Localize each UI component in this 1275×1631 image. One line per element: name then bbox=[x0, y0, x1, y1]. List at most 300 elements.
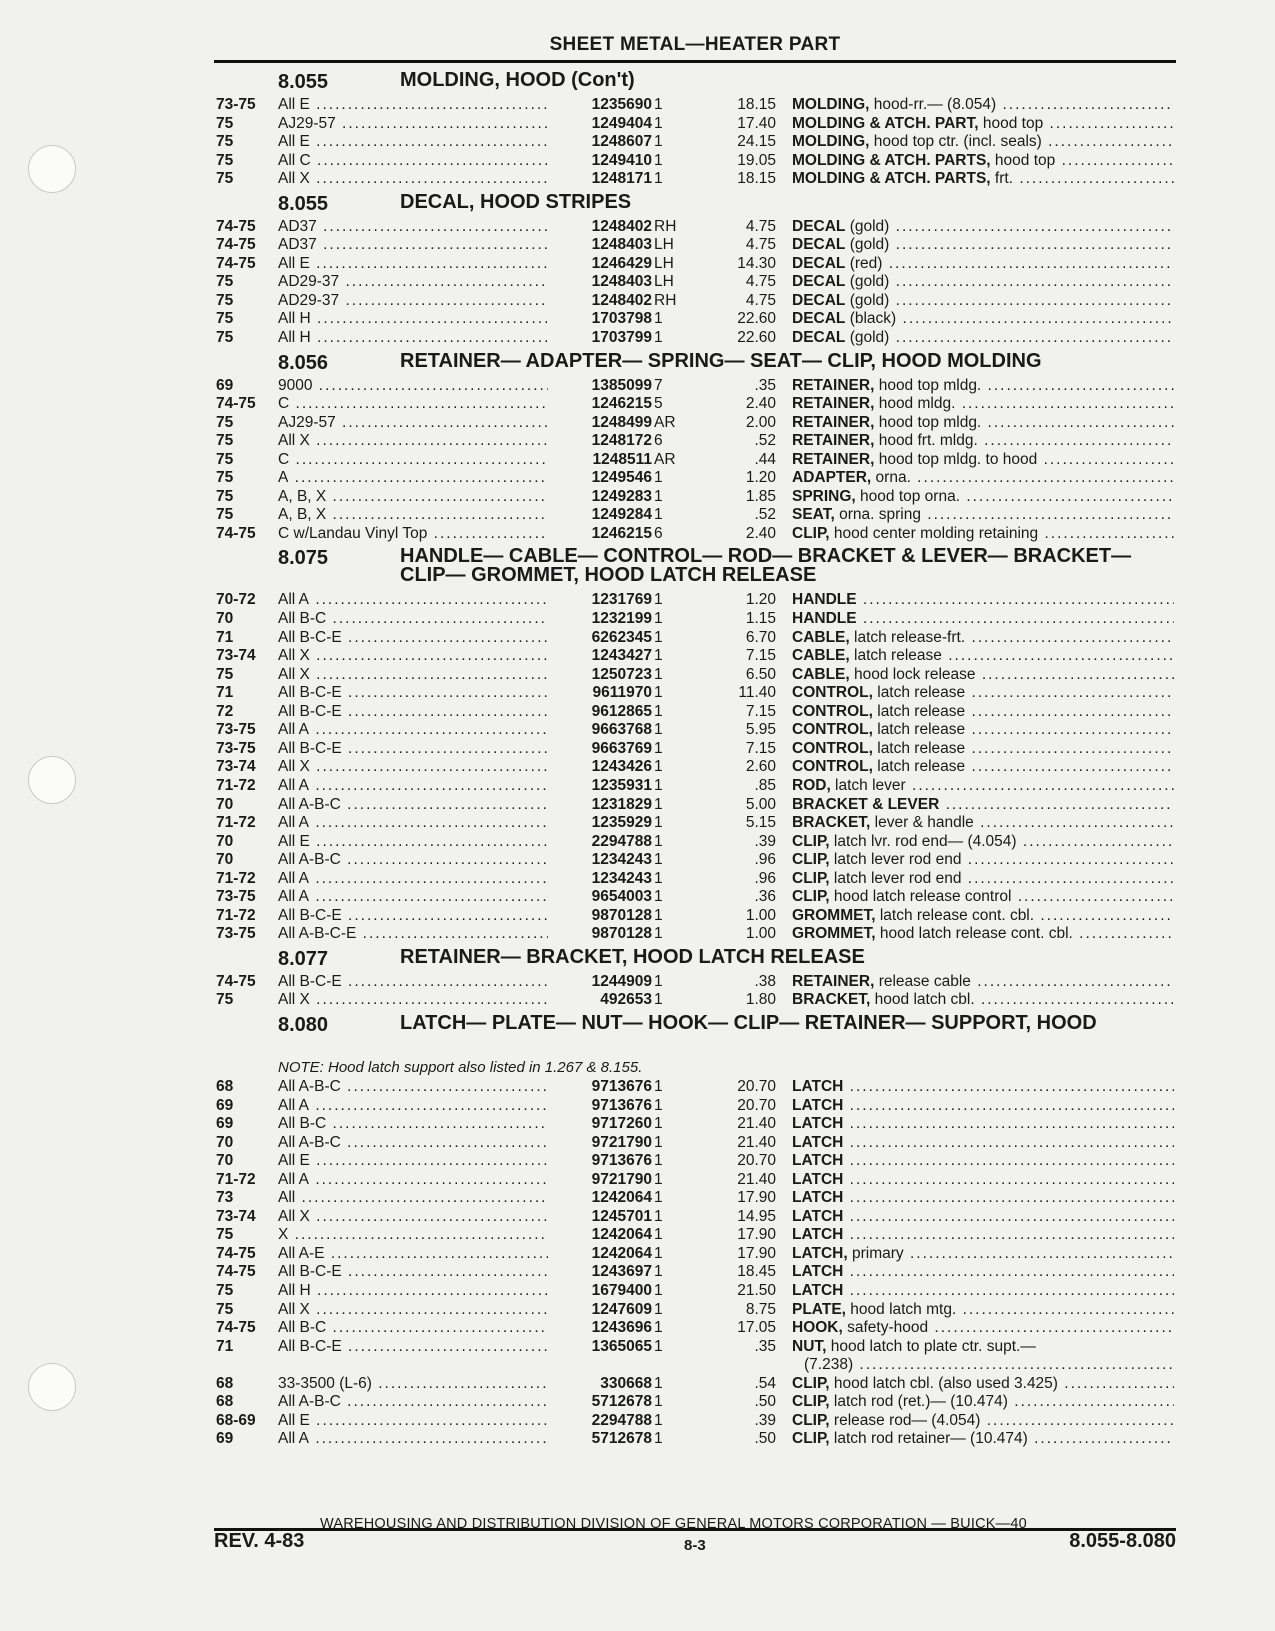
part-row bbox=[214, 1189, 1176, 1208]
model-series: All X ..... bbox=[278, 1208, 560, 1227]
list-price: .52 bbox=[754, 506, 776, 524]
part-name: LATCH bbox=[792, 1133, 844, 1151]
model-year: 73-75 bbox=[216, 96, 256, 113]
part-description bbox=[792, 1208, 1174, 1227]
model-series: C ..... bbox=[278, 451, 560, 470]
quantity: 1 bbox=[654, 972, 663, 990]
list-price: 17.40 bbox=[737, 114, 776, 132]
model-year: 74-75 bbox=[216, 972, 256, 990]
part-name: ROD, bbox=[792, 776, 831, 794]
part-description bbox=[792, 273, 1174, 292]
model-series: A, B, X ..... bbox=[278, 488, 560, 507]
part-name: CLIP, bbox=[792, 524, 830, 542]
model-year: 74-75 bbox=[216, 1263, 256, 1281]
part-description bbox=[792, 1282, 1174, 1301]
model-series: All A-B-C ..... bbox=[278, 1393, 560, 1412]
part-name: CLIP, bbox=[792, 832, 830, 850]
part-row bbox=[214, 115, 1176, 134]
model-year: 75 bbox=[216, 170, 234, 188]
part-row bbox=[214, 991, 1176, 1010]
part-name: MOLDING & ATCH. PARTS, bbox=[792, 170, 991, 188]
part-detail: (gold) bbox=[845, 329, 890, 347]
part-name: RETAINER, bbox=[792, 413, 875, 431]
quantity: 1 bbox=[654, 1319, 663, 1337]
parts-rows bbox=[214, 96, 1176, 189]
part-name: LATCH bbox=[792, 1189, 844, 1207]
part-row bbox=[214, 647, 1176, 666]
section-title: RETAINER— BRACKET, HOOD LATCH RELEASE bbox=[400, 945, 865, 968]
model-series: A ..... bbox=[278, 469, 560, 488]
part-description bbox=[792, 292, 1174, 311]
part-name: MOLDING, bbox=[792, 96, 870, 113]
model-year: 75 bbox=[216, 1300, 234, 1318]
part-description bbox=[792, 255, 1174, 274]
part-number: 1248402 bbox=[548, 218, 652, 237]
model-series: AD29-37 ..... bbox=[278, 292, 560, 311]
quantity: 1 bbox=[654, 96, 663, 113]
model-year: 71 bbox=[216, 684, 234, 702]
header-rule bbox=[214, 60, 1176, 63]
quantity: 1 bbox=[654, 1393, 663, 1411]
model-year: 70 bbox=[216, 832, 234, 850]
part-name: CABLE, bbox=[792, 647, 850, 665]
model-series: All E ..... bbox=[278, 96, 560, 115]
quantity: 1 bbox=[654, 1077, 663, 1095]
model-series: All C ..... bbox=[278, 152, 560, 171]
part-number: 1248403 bbox=[548, 273, 652, 292]
list-price: 2.40 bbox=[745, 524, 776, 542]
part-description bbox=[792, 310, 1174, 329]
section-note bbox=[214, 1058, 1176, 1078]
model-year: 73-75 bbox=[216, 888, 256, 906]
list-price: 20.70 bbox=[737, 1152, 776, 1170]
quantity: RH bbox=[654, 291, 677, 309]
model-series: All B-C-E ..... bbox=[278, 629, 560, 648]
model-year: 75 bbox=[216, 469, 234, 487]
model-series: AD29-37 ..... bbox=[278, 273, 560, 292]
model-year: 70 bbox=[216, 1152, 234, 1170]
quantity: 1 bbox=[654, 329, 663, 347]
list-price: 17.05 bbox=[737, 1319, 776, 1337]
part-description bbox=[792, 1375, 1174, 1394]
model-year: 73-75 bbox=[216, 721, 256, 739]
list-price: 2.60 bbox=[745, 758, 776, 776]
model-series: All A ..... bbox=[278, 870, 560, 889]
part-detail: hood top bbox=[978, 114, 1044, 132]
model-series: AD37 ..... bbox=[278, 218, 560, 237]
model-series: AD37 ..... bbox=[278, 236, 560, 255]
part-detail: latch lever rod end bbox=[829, 851, 962, 869]
section-heading bbox=[214, 543, 1176, 591]
list-price: 14.95 bbox=[737, 1207, 776, 1225]
list-price: .85 bbox=[754, 776, 776, 794]
part-name: DECAL bbox=[792, 254, 846, 272]
model-series: C w/Landau Vinyl Top ..... bbox=[278, 525, 560, 544]
part-description bbox=[792, 907, 1174, 926]
list-price: .36 bbox=[754, 888, 776, 906]
model-series: All E ..... bbox=[278, 255, 560, 274]
model-series: 33-3500 (L-6) ..... bbox=[278, 1375, 560, 1394]
section-title: LATCH— PLATE— NUT— HOOK— CLIP— RETAINER— SUPPORT, HOOD bbox=[400, 1011, 1097, 1034]
part-detail: latch release bbox=[872, 721, 966, 739]
quantity: 1 bbox=[654, 758, 663, 776]
part-row bbox=[214, 377, 1176, 396]
part-description bbox=[792, 1171, 1174, 1190]
quantity: 1 bbox=[654, 151, 663, 169]
quantity: AR bbox=[654, 450, 676, 468]
footer-page-number: 8-3 bbox=[684, 1537, 706, 1554]
section-heading bbox=[214, 189, 1176, 218]
model-series: All H ..... bbox=[278, 329, 560, 348]
part-row bbox=[214, 255, 1176, 274]
list-price: 18.15 bbox=[737, 170, 776, 188]
part-name: LATCH bbox=[792, 1263, 844, 1281]
part-name: DECAL bbox=[792, 291, 846, 309]
part-description bbox=[792, 1078, 1174, 1097]
part-name: DECAL bbox=[792, 310, 846, 328]
model-series: All X ..... bbox=[278, 647, 560, 666]
part-number: 9717260 bbox=[548, 1115, 652, 1134]
model-year: 69 bbox=[216, 1430, 234, 1448]
part-name: CLIP, bbox=[792, 1374, 830, 1392]
part-number: 1245701 bbox=[548, 1208, 652, 1227]
part-row bbox=[214, 1393, 1176, 1412]
part-detail: hood latch release cont. cbl. bbox=[875, 925, 1073, 943]
part-name: CONTROL, bbox=[792, 702, 873, 720]
part-detail: hood mldg. bbox=[874, 395, 956, 413]
part-name: LATCH bbox=[792, 1207, 844, 1225]
model-year: 74-75 bbox=[216, 1319, 256, 1337]
part-name: LATCH bbox=[792, 1077, 844, 1095]
part-row bbox=[214, 973, 1176, 992]
model-year: 73-74 bbox=[216, 647, 256, 665]
model-series: All X ..... bbox=[278, 1301, 560, 1320]
part-name: LATCH bbox=[792, 1226, 844, 1244]
list-price: 5.15 bbox=[745, 814, 776, 832]
model-year: 74-75 bbox=[216, 1244, 256, 1262]
part-row bbox=[214, 666, 1176, 685]
quantity: 1 bbox=[654, 1300, 663, 1318]
list-price: 5.00 bbox=[745, 795, 776, 813]
part-row bbox=[214, 870, 1176, 889]
part-detail: (gold) bbox=[845, 273, 890, 291]
part-row bbox=[214, 218, 1176, 237]
part-number: 9611970 bbox=[548, 684, 652, 703]
part-number: 1249546 bbox=[548, 469, 652, 488]
part-row bbox=[214, 796, 1176, 815]
part-number: 1243696 bbox=[548, 1319, 652, 1338]
binder-hole-top bbox=[28, 145, 76, 193]
list-price: 1.15 bbox=[745, 610, 776, 628]
part-number: 2294788 bbox=[548, 833, 652, 852]
quantity: 1 bbox=[654, 1374, 663, 1392]
quantity: 1 bbox=[654, 487, 663, 505]
part-number: 1243697 bbox=[548, 1263, 652, 1282]
model-series: All B-C-E ..... bbox=[278, 740, 560, 759]
part-row bbox=[214, 432, 1176, 451]
part-row bbox=[214, 1430, 1176, 1449]
part-description bbox=[792, 629, 1174, 648]
part-description bbox=[792, 377, 1174, 396]
model-year: 75 bbox=[216, 133, 234, 151]
model-series: All A ..... bbox=[278, 1430, 560, 1449]
part-row bbox=[214, 96, 1176, 115]
quantity: 1 bbox=[654, 1207, 663, 1225]
part-row bbox=[214, 236, 1176, 255]
list-price: 20.70 bbox=[737, 1077, 776, 1095]
part-detail: hood latch mtg. bbox=[845, 1300, 957, 1318]
part-name: CLIP, bbox=[792, 888, 830, 906]
part-number: 6262345 bbox=[548, 629, 652, 648]
part-detail: latch rod (ret.)— (10.474) bbox=[829, 1393, 1008, 1411]
model-series: All H ..... bbox=[278, 310, 560, 329]
list-price: 7.15 bbox=[745, 647, 776, 665]
part-detail: orna. spring bbox=[834, 506, 921, 524]
part-description bbox=[792, 1319, 1174, 1338]
part-detail: hood latch to plate ctr. supt.— bbox=[826, 1337, 1036, 1355]
model-year: 73-74 bbox=[216, 1207, 256, 1225]
quantity: 1 bbox=[654, 628, 663, 646]
model-series: 9000 ..... bbox=[278, 377, 560, 396]
part-detail: lever & handle bbox=[870, 814, 974, 832]
list-price: .38 bbox=[754, 972, 776, 990]
part-number: 1248172 bbox=[548, 432, 652, 451]
model-year: 75 bbox=[216, 291, 234, 309]
part-name: LATCH bbox=[792, 1281, 844, 1299]
model-series: AJ29-57 ..... bbox=[278, 115, 560, 134]
quantity: RH bbox=[654, 217, 677, 235]
model-series: All H ..... bbox=[278, 1282, 560, 1301]
part-description bbox=[792, 506, 1174, 525]
list-price: 21.40 bbox=[737, 1115, 776, 1133]
part-description bbox=[792, 591, 1174, 610]
quantity: 1 bbox=[654, 170, 663, 188]
section-title: DECAL, HOOD STRIPES bbox=[400, 190, 632, 213]
model-year: 75 bbox=[216, 1281, 234, 1299]
model-series: All X ..... bbox=[278, 758, 560, 777]
model-series: All A ..... bbox=[278, 1097, 560, 1116]
part-description bbox=[792, 1115, 1174, 1134]
model-year: 68 bbox=[216, 1374, 234, 1392]
quantity: 1 bbox=[654, 133, 663, 151]
model-series: All A-E ..... bbox=[278, 1245, 560, 1264]
part-number: 1235690 bbox=[548, 96, 652, 115]
quantity: 1 bbox=[654, 906, 663, 924]
quantity: 1 bbox=[654, 888, 663, 906]
part-description bbox=[792, 1430, 1174, 1449]
part-detail: latch release bbox=[872, 684, 966, 702]
model-year: 73-74 bbox=[216, 758, 256, 776]
model-series: All ..... bbox=[278, 1189, 560, 1208]
model-series: All B-C-E ..... bbox=[278, 703, 560, 722]
part-description bbox=[792, 1226, 1174, 1245]
part-name: CLIP, bbox=[792, 1411, 830, 1429]
list-price: 7.15 bbox=[745, 702, 776, 720]
section-number: 8.055 bbox=[278, 71, 329, 93]
list-price: 4.75 bbox=[745, 217, 776, 235]
part-detail: hood top mldg. bbox=[874, 376, 982, 394]
quantity: 1 bbox=[654, 1096, 663, 1114]
model-year: 70-72 bbox=[216, 591, 256, 609]
quantity: 1 bbox=[654, 610, 663, 628]
part-row bbox=[214, 329, 1176, 348]
part-row bbox=[214, 506, 1176, 525]
quantity: 1 bbox=[654, 310, 663, 328]
part-name: HOOK, bbox=[792, 1319, 843, 1337]
part-row bbox=[214, 1319, 1176, 1338]
part-name: CLIP, bbox=[792, 1393, 830, 1411]
part-number: 1703798 bbox=[548, 310, 652, 329]
part-row bbox=[214, 525, 1176, 544]
quantity: 1 bbox=[654, 1263, 663, 1281]
part-detail: hood top ctr. (incl. seals) bbox=[869, 133, 1042, 151]
part-number: 1242064 bbox=[548, 1189, 652, 1208]
part-detail: hood top mldg. to hood bbox=[874, 450, 1038, 468]
part-name: CLIP, bbox=[792, 851, 830, 869]
part-name: BRACKET & LEVER bbox=[792, 795, 940, 813]
part-row bbox=[214, 414, 1176, 433]
section-heading bbox=[214, 1010, 1176, 1058]
part-detail: latch release bbox=[849, 647, 942, 665]
part-detail: latch release bbox=[872, 739, 966, 757]
quantity: 1 bbox=[654, 1226, 663, 1244]
part-detail: latch rod retainer— (10.474) bbox=[829, 1430, 1028, 1448]
part-name: LATCH bbox=[792, 1152, 844, 1170]
list-price: .35 bbox=[754, 376, 776, 394]
part-detail: hood-rr.— (8.054) bbox=[869, 96, 997, 113]
part-number: 1248607 bbox=[548, 133, 652, 152]
part-number: 1679400 bbox=[548, 1282, 652, 1301]
part-description bbox=[792, 1301, 1174, 1320]
model-series: All A ..... bbox=[278, 1171, 560, 1190]
model-year: 75 bbox=[216, 506, 234, 524]
part-detail: hood latch cbl. (also used 3.425) bbox=[829, 1374, 1058, 1392]
model-year: 71 bbox=[216, 628, 234, 646]
part-detail-continued: (7.238) ..... bbox=[792, 1356, 1174, 1375]
list-price: 5.95 bbox=[745, 721, 776, 739]
model-series: All E ..... bbox=[278, 133, 560, 152]
part-number: 1243426 bbox=[548, 758, 652, 777]
model-year: 74-75 bbox=[216, 217, 256, 235]
part-description bbox=[792, 1393, 1174, 1412]
model-year: 74-75 bbox=[216, 254, 256, 272]
part-description bbox=[792, 414, 1174, 433]
part-description bbox=[792, 488, 1174, 507]
part-number: 1249283 bbox=[548, 488, 652, 507]
part-detail: (black) bbox=[845, 310, 897, 328]
part-description bbox=[792, 740, 1174, 759]
part-row bbox=[214, 591, 1176, 610]
part-name: CONTROL, bbox=[792, 758, 873, 776]
model-year: 73-75 bbox=[216, 925, 256, 943]
model-series: All B-C-E ..... bbox=[278, 684, 560, 703]
part-detail: latch release bbox=[872, 702, 966, 720]
part-name: GROMMET, bbox=[792, 906, 876, 924]
model-year: 75 bbox=[216, 991, 234, 1009]
model-series: All B-C ..... bbox=[278, 1115, 560, 1134]
part-description bbox=[792, 666, 1174, 685]
quantity: 1 bbox=[654, 721, 663, 739]
part-row bbox=[214, 1078, 1176, 1097]
model-year: 69 bbox=[216, 1115, 234, 1133]
model-year: 75 bbox=[216, 114, 234, 132]
section-note-text: NOTE: Hood latch support also listed in 1.267 & 8.155. bbox=[278, 1058, 643, 1076]
part-name: CONTROL, bbox=[792, 721, 873, 739]
model-year: 75 bbox=[216, 487, 234, 505]
model-year: 75 bbox=[216, 450, 234, 468]
quantity: 1 bbox=[654, 1430, 663, 1448]
part-row bbox=[214, 758, 1176, 777]
footer-revision: REV. 4-83 bbox=[214, 1530, 305, 1552]
quantity: LH bbox=[654, 254, 674, 272]
part-description bbox=[792, 1412, 1174, 1431]
part-number: 1246429 bbox=[548, 255, 652, 274]
part-row bbox=[214, 888, 1176, 907]
part-description bbox=[792, 451, 1174, 470]
section-number: 8.056 bbox=[278, 351, 329, 374]
part-detail: release cable bbox=[874, 972, 971, 990]
quantity: 1 bbox=[654, 795, 663, 813]
part-number: 1232199 bbox=[548, 610, 652, 629]
quantity: 1 bbox=[654, 469, 663, 487]
part-name: CONTROL, bbox=[792, 739, 873, 757]
part-row bbox=[214, 721, 1176, 740]
list-price: 22.60 bbox=[737, 310, 776, 328]
part-description bbox=[792, 888, 1174, 907]
part-number: 1365065 bbox=[548, 1338, 652, 1357]
list-price: .96 bbox=[754, 851, 776, 869]
part-number: 1248171 bbox=[548, 170, 652, 189]
part-description bbox=[792, 1263, 1174, 1282]
model-year: 71-72 bbox=[216, 814, 256, 832]
list-price: 24.15 bbox=[737, 133, 776, 151]
parts-rows bbox=[214, 591, 1176, 943]
quantity: 1 bbox=[654, 506, 663, 524]
model-year: 75 bbox=[216, 665, 234, 683]
part-name: CLIP, bbox=[792, 869, 830, 887]
model-series: All B-C ..... bbox=[278, 1319, 560, 1338]
part-number: 1385099 bbox=[548, 377, 652, 396]
part-number: 1234243 bbox=[548, 851, 652, 870]
part-detail: latch release cont. cbl. bbox=[875, 906, 1035, 924]
part-detail: hood top orna. bbox=[855, 487, 961, 505]
quantity: 1 bbox=[654, 991, 663, 1009]
part-number: 1248511 bbox=[548, 451, 652, 470]
part-number: 1248402 bbox=[548, 292, 652, 311]
part-name: ADAPTER, bbox=[792, 469, 872, 487]
section-number: 8.075 bbox=[278, 547, 329, 570]
model-series: All E ..... bbox=[278, 1152, 560, 1171]
part-description bbox=[792, 684, 1174, 703]
part-number: 1244909 bbox=[548, 973, 652, 992]
part-row bbox=[214, 1152, 1176, 1171]
part-name: HANDLE bbox=[792, 591, 857, 609]
model-year: 75 bbox=[216, 310, 234, 328]
quantity: 1 bbox=[654, 1337, 663, 1355]
part-description bbox=[792, 236, 1174, 255]
model-year: 71-72 bbox=[216, 906, 256, 924]
part-row bbox=[214, 610, 1176, 629]
part-description bbox=[792, 1338, 1174, 1375]
part-detail: latch lever bbox=[830, 776, 906, 794]
footer-division: WAREHOUSING AND DISTRIBUTION DIVISION OF GENERAL MOTORS CORPORATION — BUICK—40 bbox=[320, 1516, 1027, 1532]
list-price: 8.75 bbox=[745, 1300, 776, 1318]
list-price: 4.75 bbox=[745, 273, 776, 291]
part-name: MOLDING & ATCH. PARTS, bbox=[792, 151, 991, 169]
list-price: 17.90 bbox=[737, 1226, 776, 1244]
part-row bbox=[214, 1375, 1176, 1394]
model-series: C ..... bbox=[278, 395, 560, 414]
